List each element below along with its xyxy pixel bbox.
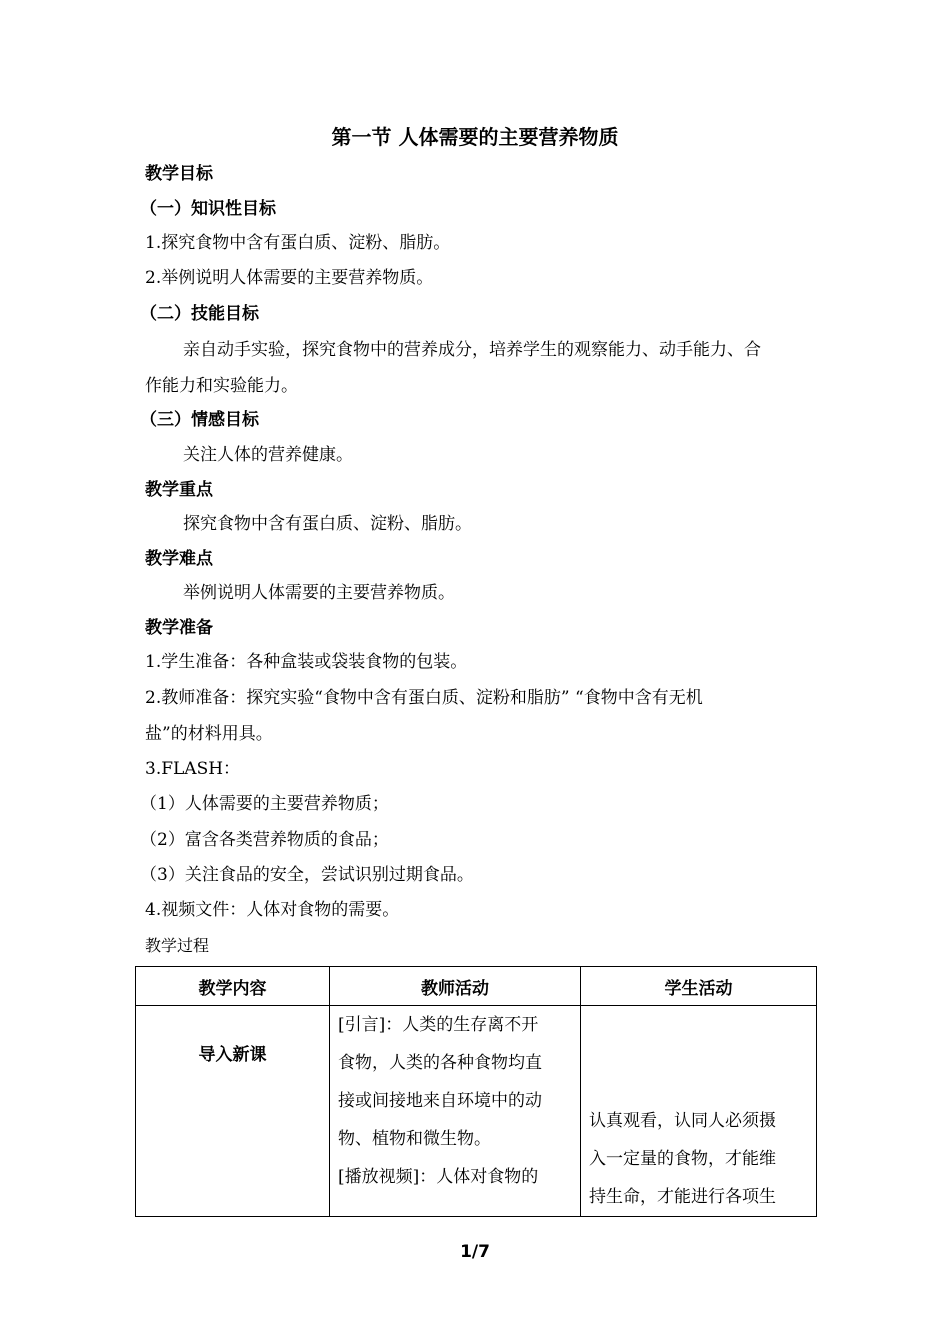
preparation-item-2-line2: 盐”的材料用具。 — [145, 724, 273, 744]
page-title: 第一节 人体需要的主要营养物质 — [331, 125, 619, 149]
emotion-text: 关注人体的营养健康。 — [183, 445, 353, 465]
key-point-heading: 教学重点 — [145, 480, 213, 500]
skill-text-line2: 作能力和实验能力。 — [145, 376, 298, 396]
preparation-item-3: 3.FLASH： — [145, 759, 241, 779]
student-line: 入一定量的食物，才能维 — [589, 1149, 776, 1169]
teacher-line: [播放视频]：人体对食物的 — [338, 1167, 539, 1187]
difficulty-text: 举例说明人体需要的主要营养物质。 — [183, 583, 455, 603]
column-header-teacher: 教师活动 — [330, 967, 581, 1006]
skill-text-line1: 亲自动手实验，探究食物中的营养成分，培养学生的观察能力、动手能力、合 — [183, 340, 761, 360]
preparation-item-1: 1.学生准备：各种盒装或袋装食物的包装。 — [145, 652, 468, 672]
knowledge-item-1: 1.探究食物中含有蛋白质、淀粉、脂肪。 — [145, 233, 451, 253]
student-line: 持生命，才能进行各项生 — [589, 1187, 776, 1207]
process-heading: 教学过程 — [145, 936, 210, 955]
student-line: 认真观看，认同人必须摄 — [589, 1111, 776, 1131]
emotion-heading: （三）情感目标 — [140, 410, 259, 430]
table-header-row — [136, 967, 817, 1006]
teacher-line: 物、植物和微生物。 — [338, 1129, 491, 1149]
flash-item-3: （3）关注食品的安全，尝试识别过期食品。 — [140, 865, 474, 885]
preparation-item-2-line1: 2.教师准备：探究实验“食物中含有蛋白质、淀粉和脂肪” “食物中含有无机 — [145, 688, 703, 708]
row-teacher-cell — [330, 1006, 581, 1217]
goals-heading: 教学目标 — [145, 164, 213, 184]
preparation-heading: 教学准备 — [145, 618, 213, 638]
flash-item-1: （1）人体需要的主要营养物质； — [140, 794, 389, 814]
table-row — [136, 1006, 817, 1217]
key-point-text: 探究食物中含有蛋白质、淀粉、脂肪。 — [183, 514, 472, 534]
row-student-cell — [581, 1006, 817, 1217]
flash-item-2: （2）富含各类营养物质的食品； — [140, 830, 389, 850]
teacher-line: [引言]：人类的生存离不开 — [338, 1015, 539, 1035]
knowledge-item-2: 2.举例说明人体需要的主要营养物质。 — [145, 268, 434, 288]
page-number: 1/7 — [460, 1242, 490, 1262]
skill-heading: （二）技能目标 — [140, 304, 259, 324]
column-header-content: 教学内容 — [136, 967, 330, 1006]
difficulty-heading: 教学难点 — [145, 549, 213, 569]
process-table — [135, 966, 817, 1217]
preparation-item-4: 4.视频文件：人体对食物的需要。 — [145, 900, 400, 920]
teacher-line: 接或间接地来自环境中的动 — [338, 1091, 542, 1111]
column-header-student: 学生活动 — [581, 967, 817, 1006]
row-content-cell: 导入新课 — [136, 1006, 330, 1217]
knowledge-heading: （一）知识性目标 — [140, 199, 276, 219]
teacher-line: 食物，人类的各种食物均直 — [338, 1053, 542, 1073]
